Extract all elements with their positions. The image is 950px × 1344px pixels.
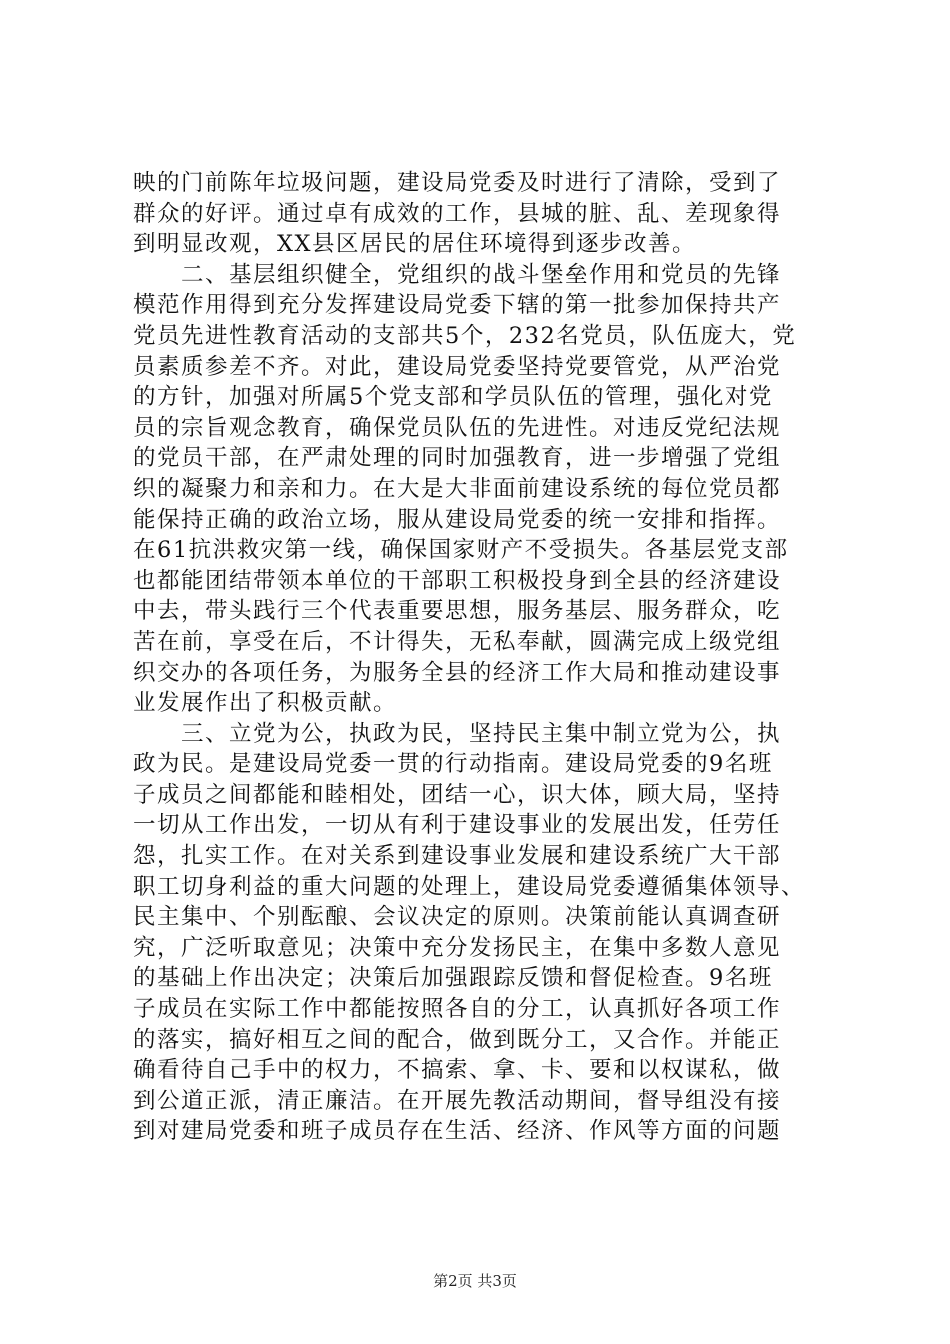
text-line: 苦在前，享受在后，不计得失，无私奉献，圆满完成上级党组 <box>133 628 782 655</box>
text-line: 能保持正确的政治立场，服从建设局党委的统一安排和指挥。 <box>133 506 782 533</box>
text-line: 中去，带头践行三个代表重要思想，服务基层、服务群众，吃 <box>133 598 782 625</box>
text-line: 究，广泛听取意见；决策中充分发扬民主，在集中多数人意见 <box>133 934 782 961</box>
text-line: 到公道正派，清正廉洁。在开展先教活动期间，督导组没有接 <box>133 1087 782 1114</box>
text-line: 的方针，加强对所属5个党支部和学员队伍的管理，强化对党 <box>133 384 773 411</box>
text-line: 也都能团结带领本单位的干部职工积极投身到全县的经济建设 <box>133 567 782 594</box>
text-line: 党员先进性教育活动的支部共5个，232名党员，队伍庞大，党 <box>133 322 797 349</box>
text-line: 群众的好评。通过卓有成效的工作，县城的脏、乱、差现象得 <box>133 200 782 227</box>
text-line: 业发展作出了积极贡献。 <box>133 690 398 717</box>
text-line: 映的门前陈年垃圾问题，建设局党委及时进行了清除，受到了 <box>133 170 782 196</box>
text-line: 织的凝聚力和亲和力。在大是大非面前建设系统的每位党员都 <box>133 475 782 502</box>
text-line: 政为民。是建设局党委一贯的行动指南。建设局党委的9名班 <box>133 751 773 778</box>
text-line: 子成员在实际工作中都能按照各自的分工，认真抓好各项工作 <box>133 996 782 1023</box>
text-line: 织交办的各项任务，为服务全县的经济工作大局和推动建设事 <box>133 659 782 686</box>
text-line: 的党员干部，在严肃处理的同时加强教育，进一步增强了党组 <box>133 445 782 472</box>
text-line: 到对建局党委和班子成员存在生活、经济、作风等方面的问题 <box>133 1118 782 1145</box>
text-line: 在61抗洪救灾第一线，确保国家财产不受损失。各基层党支部 <box>133 537 789 564</box>
text-line: 二、基层组织健全，党组织的战斗堡垒作用和党员的先锋 <box>133 261 782 288</box>
text-line: 一切从工作出发，一切从有利于建设事业的发展出发，任劳任 <box>133 812 782 839</box>
document-body <box>133 168 833 1147</box>
text-line: 模范作用得到充分发挥建设局党委下辖的第一批参加保持共产 <box>133 292 782 319</box>
text-line: 到明显改观，XX县区居民的居住环境得到逐步改善。 <box>133 231 697 258</box>
text-line: 怨，扎实工作。在对关系到建设事业发展和建设系统广大干部 <box>133 843 782 870</box>
text-line: 民主集中、个别酝酿、会议决定的原则。决策前能认真调查研 <box>133 904 782 931</box>
text-line: 的落实，搞好相互之间的配合，做到既分工，又合作。并能正 <box>133 1026 782 1053</box>
text-line: 员素质参差不齐。对此，建设局党委坚持党要管党，从严治党 <box>133 353 782 380</box>
text-line: 的基础上作出决定；决策后加强跟踪反馈和督促检查。9名班 <box>133 965 773 992</box>
text-line: 员的宗旨观念教育，确保党员队伍的先进性。对违反党纪法规 <box>133 414 782 441</box>
page-footer: 第2页 共3页 <box>433 1272 517 1290</box>
text-line: 三、立党为公，执政为民，坚持民主集中制立党为公，执 <box>133 720 782 747</box>
text-line: 子成员之间都能和睦相处，团结一心，识大体，顾大局，坚持 <box>133 781 782 808</box>
text-line: 职工切身利益的重大问题的处理上，建设局党委遵循集体领导、 <box>133 873 806 900</box>
text-line: 确看待自己手中的权力，不搞索、拿、卡、要和以权谋私，做 <box>133 1057 782 1084</box>
